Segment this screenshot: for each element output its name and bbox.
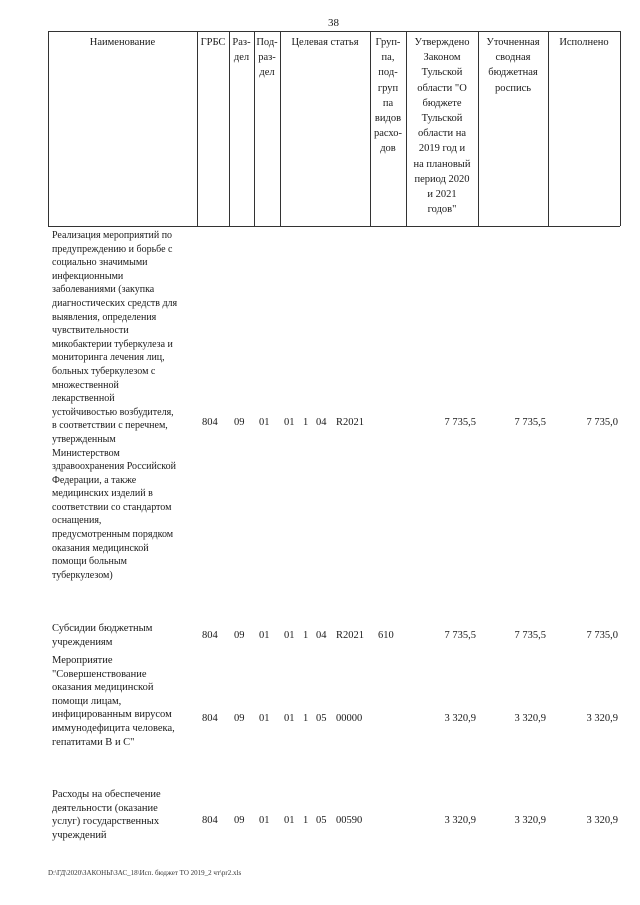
row-podrazdel: 01 bbox=[259, 713, 270, 724]
row-razdel: 09 bbox=[234, 713, 245, 724]
header-celevaya-statya: Целевая статья bbox=[291, 37, 359, 48]
footer-file-path: D:\ГД\2020\ЗАКОНЫ\ЗАС_18\Исп. бюджет ТО 2019_2 чт\pr2.xls bbox=[48, 869, 242, 877]
row-podrazdel: 01 bbox=[259, 417, 270, 428]
header-utochnennaya-rospis: Уточненная сводная бюджетная роспись bbox=[486, 37, 540, 94]
row-cs-program: 01 bbox=[284, 713, 295, 724]
row-name: Расходы на обеспечение деятельности (оказание услуг) государственных учреждений bbox=[52, 789, 161, 841]
row-cs-event: 05 bbox=[316, 815, 327, 826]
row-cs-program: 01 bbox=[284, 815, 295, 826]
row-refined: 7 735,5 bbox=[514, 417, 546, 428]
row-cs-direction: R2021 bbox=[336, 417, 365, 428]
header-name: Наименование bbox=[89, 37, 156, 48]
row-cs-subprogram: 1 bbox=[303, 713, 309, 724]
header-grbs: ГРБС bbox=[200, 37, 226, 48]
row-cs-direction: R2021 bbox=[336, 630, 365, 641]
row-executed: 3 320,9 bbox=[586, 713, 618, 724]
row-razdel: 09 bbox=[234, 815, 245, 826]
row-cs-program: 01 bbox=[284, 417, 295, 428]
row-vid: 610 bbox=[378, 630, 394, 641]
row-executed: 7 735,0 bbox=[586, 417, 618, 428]
header-podrazdel: Под- раз- дел bbox=[256, 37, 278, 79]
row-approved: 3 320,9 bbox=[444, 713, 476, 724]
row-grbs: 804 bbox=[202, 417, 218, 428]
row-executed: 3 320,9 bbox=[586, 815, 618, 826]
row-cs-subprogram: 1 bbox=[303, 417, 309, 428]
row-executed: 7 735,0 bbox=[586, 630, 618, 641]
header-vid-rashodov: Груп- па, под- груп па видов расхо- дов bbox=[373, 37, 403, 155]
row-approved: 7 735,5 bbox=[444, 630, 476, 641]
row-cs-subprogram: 1 bbox=[303, 815, 309, 826]
row-grbs: 804 bbox=[202, 630, 218, 641]
row-approved: 7 735,5 bbox=[444, 417, 476, 428]
row-razdel: 09 bbox=[234, 630, 245, 641]
page-number: 38 bbox=[328, 17, 339, 29]
row-name: Реализация мероприятий по предупреждению и борьбе с социально значимыми инфекционными заболеваниями (закупка диагностических средств для выявления, определения чувствительности микобактерии туберкулеза и мониторинга лечения лиц, больных туберкулезом с множественной лекарственной устойчивостью возбудителя, в соответствии с перечнем, утвержденным Министерством здравоохранения Российской Федерации, а также медицинских изделий в соответствии со стандартом оснащения, предусмотренным порядком оказания медицинской помощи больным туберкулезом) bbox=[52, 230, 178, 581]
row-cs-event: 04 bbox=[316, 417, 327, 428]
row-razdel: 09 bbox=[234, 417, 245, 428]
header-ispolneno: Исполнено bbox=[559, 37, 609, 48]
row-refined: 3 320,9 bbox=[514, 713, 546, 724]
header-utverzhdeno: Утверждено Законом Тульской области "О бюджете Тульской области на 2019 год и на плановый период 2020 и 2021 годов" bbox=[413, 37, 471, 216]
row-grbs: 804 bbox=[202, 713, 218, 724]
row-cs-subprogram: 1 bbox=[303, 630, 309, 641]
header-bottom-border bbox=[48, 226, 620, 227]
row-podrazdel: 01 bbox=[259, 815, 270, 826]
row-podrazdel: 01 bbox=[259, 630, 270, 641]
row-approved: 3 320,9 bbox=[444, 815, 476, 826]
row-cs-direction: 00000 bbox=[336, 713, 363, 724]
row-refined: 7 735,5 bbox=[514, 630, 546, 641]
header-top-border bbox=[48, 31, 620, 32]
row-cs-event: 05 bbox=[316, 713, 327, 724]
row-name: Субсидии бюджетным учреждениям bbox=[52, 623, 153, 648]
header-razdel: Раз- дел bbox=[232, 37, 251, 64]
row-grbs: 804 bbox=[202, 815, 218, 826]
row-cs-program: 01 bbox=[284, 630, 295, 641]
row-cs-event: 04 bbox=[316, 630, 327, 641]
row-refined: 3 320,9 bbox=[514, 815, 546, 826]
row-name: Мероприятие "Совершенствование оказания медицинской помощи лицам, инфицированным вирусом иммунодефицита человека, гепатитами В и С" bbox=[52, 655, 175, 748]
row-cs-direction: 00590 bbox=[336, 815, 363, 826]
